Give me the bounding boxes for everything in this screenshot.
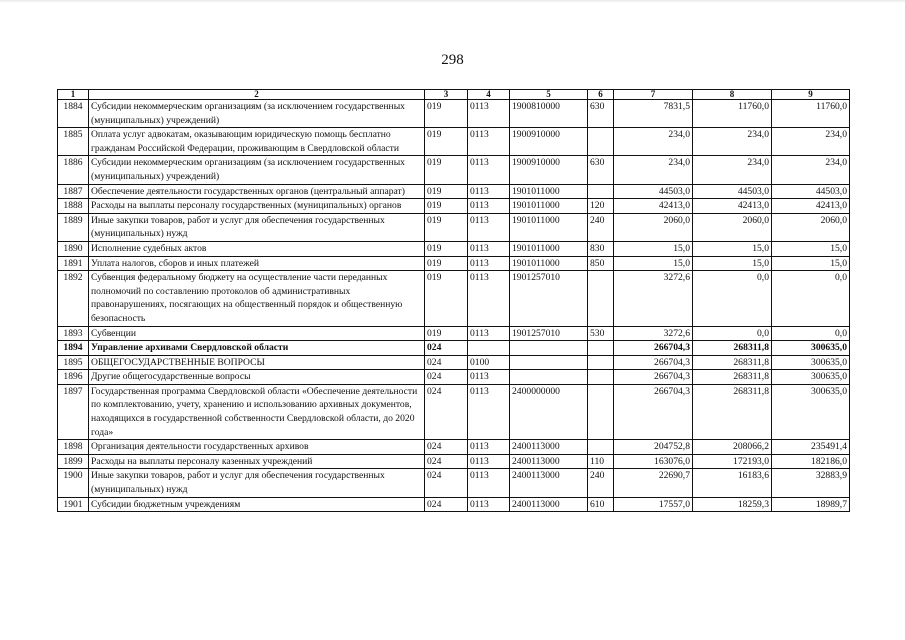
expense-type-code: [588, 355, 614, 370]
section-code: [468, 341, 510, 356]
expense-type-code: [588, 384, 614, 439]
amount-year-2: 18259,3: [693, 497, 772, 512]
expense-type-code: [588, 184, 614, 199]
table-row: [58, 497, 850, 512]
amount-year-2: 268311,8: [693, 341, 772, 356]
column-header: 7: [614, 90, 693, 100]
row-description: Расходы на выплаты персоналу казенных учреждений: [89, 454, 425, 469]
target-article-code: [510, 370, 588, 385]
amount-year-1: 3272,6: [614, 326, 693, 341]
column-header: 8: [693, 90, 772, 100]
column-number-row: [58, 90, 850, 100]
amount-year-1: 15,0: [614, 241, 693, 256]
ministry-code: 024: [425, 497, 468, 512]
row-description: Субвенции: [89, 326, 425, 341]
table-row: [58, 370, 850, 385]
ministry-code: 019: [425, 213, 468, 241]
row-description: Управление архивами Свердловской области: [89, 341, 425, 356]
expense-type-code: 630: [588, 100, 614, 128]
expense-type-code: 110: [588, 454, 614, 469]
row-description: Обеспечение деятельности государственных органов (центральный аппарат): [89, 184, 425, 199]
amount-year-2: 234,0: [693, 128, 772, 156]
ministry-code: 024: [425, 355, 468, 370]
row-description: Оплата услуг адвокатам, оказывающим юридическую помощь бесплатно гражданам Российской Федерации, проживающим в Свердловской области: [89, 128, 425, 156]
row-description: Уплата налогов, сборов и иных платежей: [89, 256, 425, 271]
table-row: [58, 355, 850, 370]
table-row: [58, 326, 850, 341]
table-row: [58, 256, 850, 271]
target-article-code: 1900910000: [510, 156, 588, 184]
ministry-code: 019: [425, 156, 468, 184]
section-code: 0113: [468, 156, 510, 184]
amount-year-3: 0,0: [772, 326, 850, 341]
amount-year-3: 11760,0: [772, 100, 850, 128]
amount-year-1: 15,0: [614, 256, 693, 271]
row-number: 1895: [58, 355, 89, 370]
ministry-code: 019: [425, 326, 468, 341]
amount-year-3: 2060,0: [772, 213, 850, 241]
amount-year-3: 300635,0: [772, 370, 850, 385]
table-row: [58, 199, 850, 214]
amount-year-1: 266704,3: [614, 384, 693, 439]
amount-year-1: 3272,6: [614, 271, 693, 326]
ministry-code: 019: [425, 184, 468, 199]
amount-year-3: 15,0: [772, 241, 850, 256]
amount-year-1: 163076,0: [614, 454, 693, 469]
amount-year-2: 0,0: [693, 326, 772, 341]
amount-year-3: 182186,0: [772, 454, 850, 469]
amount-year-2: 2060,0: [693, 213, 772, 241]
row-number: 1899: [58, 454, 89, 469]
section-code: 0113: [468, 454, 510, 469]
row-number: 1884: [58, 100, 89, 128]
column-header: 5: [510, 90, 588, 100]
row-description: Субвенция федеральному бюджету на осуществление части переданных полномочий по составлению протоколов об административных правонарушениях, посягающих на общественный порядок и общественную безопасность: [89, 271, 425, 326]
row-description: Организация деятельности государственных архивов: [89, 440, 425, 455]
row-number: 1900: [58, 469, 89, 497]
row-number: 1887: [58, 184, 89, 199]
ministry-code: 019: [425, 271, 468, 326]
section-code: 0113: [468, 199, 510, 214]
amount-year-3: 44503,0: [772, 184, 850, 199]
section-code: 0100: [468, 355, 510, 370]
section-code: 0113: [468, 326, 510, 341]
table-row: [58, 156, 850, 184]
amount-year-1: 266704,3: [614, 355, 693, 370]
expense-type-code: 240: [588, 213, 614, 241]
section-code: 0113: [468, 469, 510, 497]
scan-top-edge: [0, 0, 905, 3]
amount-year-2: 15,0: [693, 241, 772, 256]
row-number: 1888: [58, 199, 89, 214]
row-description: Расходы на выплаты персоналу государственных (муниципальных) органов: [89, 199, 425, 214]
expense-type-code: [588, 440, 614, 455]
target-article-code: [510, 355, 588, 370]
row-description: Иные закупки товаров, работ и услуг для обеспечения государственных (муниципальных) нужд: [89, 469, 425, 497]
section-code: 0113: [468, 271, 510, 326]
row-number: 1901: [58, 497, 89, 512]
ministry-code: 019: [425, 100, 468, 128]
expense-type-code: 240: [588, 469, 614, 497]
expense-type-code: [588, 271, 614, 326]
expense-type-code: 830: [588, 241, 614, 256]
section-code: 0113: [468, 497, 510, 512]
target-article-code: 1901011000: [510, 213, 588, 241]
budget-table: [57, 89, 850, 512]
table-row: [58, 454, 850, 469]
section-code: 0113: [468, 370, 510, 385]
amount-year-2: 234,0: [693, 156, 772, 184]
section-code: 0113: [468, 213, 510, 241]
section-code: 0113: [468, 440, 510, 455]
expense-type-code: 530: [588, 326, 614, 341]
amount-year-2: 172193,0: [693, 454, 772, 469]
amount-year-1: 266704,3: [614, 341, 693, 356]
amount-year-3: 15,0: [772, 256, 850, 271]
row-number: 1885: [58, 128, 89, 156]
target-article-code: 1901011000: [510, 184, 588, 199]
row-description: Иные закупки товаров, работ и услуг для обеспечения государственных (муниципальных) нужд: [89, 213, 425, 241]
target-article-code: 2400113000: [510, 497, 588, 512]
table-row: [58, 341, 850, 356]
table-row: [58, 469, 850, 497]
table-row: [58, 184, 850, 199]
column-header: 4: [468, 90, 510, 100]
ministry-code: 019: [425, 256, 468, 271]
target-article-code: [510, 341, 588, 356]
column-header: 3: [425, 90, 468, 100]
amount-year-3: 42413,0: [772, 199, 850, 214]
target-article-code: 1901257010: [510, 326, 588, 341]
amount-year-3: 235491,4: [772, 440, 850, 455]
expense-type-code: 610: [588, 497, 614, 512]
row-number: 1892: [58, 271, 89, 326]
amount-year-3: 234,0: [772, 128, 850, 156]
amount-year-1: 44503,0: [614, 184, 693, 199]
table-row: [58, 440, 850, 455]
amount-year-3: 300635,0: [772, 384, 850, 439]
amount-year-3: 300635,0: [772, 341, 850, 356]
amount-year-2: 268311,8: [693, 355, 772, 370]
amount-year-2: 268311,8: [693, 384, 772, 439]
section-code: 0113: [468, 384, 510, 439]
target-article-code: 2400113000: [510, 454, 588, 469]
target-article-code: 1901011000: [510, 241, 588, 256]
amount-year-2: 268311,8: [693, 370, 772, 385]
amount-year-2: 208066,2: [693, 440, 772, 455]
ministry-code: 024: [425, 454, 468, 469]
amount-year-3: 18989,7: [772, 497, 850, 512]
page-number: 298: [441, 52, 464, 68]
target-article-code: 2400113000: [510, 469, 588, 497]
section-code: 0113: [468, 184, 510, 199]
row-number: 1898: [58, 440, 89, 455]
row-number: 1893: [58, 326, 89, 341]
table-row: [58, 241, 850, 256]
amount-year-1: 234,0: [614, 156, 693, 184]
row-description: Исполнение судебных актов: [89, 241, 425, 256]
section-code: 0113: [468, 128, 510, 156]
amount-year-3: 234,0: [772, 156, 850, 184]
row-number: 1886: [58, 156, 89, 184]
row-number: 1890: [58, 241, 89, 256]
row-number: 1891: [58, 256, 89, 271]
target-article-code: 1901011000: [510, 256, 588, 271]
expense-type-code: [588, 370, 614, 385]
table-row: [58, 213, 850, 241]
column-header: 9: [772, 90, 850, 100]
table-row: [58, 384, 850, 439]
amount-year-1: 22690,7: [614, 469, 693, 497]
amount-year-3: 32883,9: [772, 469, 850, 497]
row-number: 1889: [58, 213, 89, 241]
amount-year-2: 0,0: [693, 271, 772, 326]
amount-year-1: 2060,0: [614, 213, 693, 241]
expense-type-code: [588, 128, 614, 156]
ministry-code: 024: [425, 469, 468, 497]
target-article-code: 1901011000: [510, 199, 588, 214]
ministry-code: 024: [425, 341, 468, 356]
amount-year-2: 16183,6: [693, 469, 772, 497]
expense-type-code: 120: [588, 199, 614, 214]
ministry-code: 024: [425, 370, 468, 385]
amount-year-1: 234,0: [614, 128, 693, 156]
row-number: 1897: [58, 384, 89, 439]
amount-year-1: 266704,3: [614, 370, 693, 385]
amount-year-1: 17557,0: [614, 497, 693, 512]
column-header: 2: [89, 90, 425, 100]
ministry-code: 024: [425, 440, 468, 455]
expense-type-code: 850: [588, 256, 614, 271]
amount-year-2: 15,0: [693, 256, 772, 271]
target-article-code: 2400000000: [510, 384, 588, 439]
amount-year-1: 7831,5: [614, 100, 693, 128]
amount-year-3: 300635,0: [772, 355, 850, 370]
ministry-code: 019: [425, 128, 468, 156]
row-description: Другие общегосударственные вопросы: [89, 370, 425, 385]
expense-type-code: [588, 341, 614, 356]
ministry-code: 024: [425, 384, 468, 439]
row-description: Субсидии некоммерческим организациям (за исключением государственных (муниципальных) учреждений): [89, 156, 425, 184]
row-number: 1896: [58, 370, 89, 385]
amount-year-1: 42413,0: [614, 199, 693, 214]
table-row: [58, 128, 850, 156]
table-body: [58, 100, 850, 512]
section-code: 0113: [468, 256, 510, 271]
row-description: ОБЩЕГОСУДАРСТВЕННЫЕ ВОПРОСЫ: [89, 355, 425, 370]
amount-year-2: 11760,0: [693, 100, 772, 128]
amount-year-3: 0,0: [772, 271, 850, 326]
amount-year-2: 42413,0: [693, 199, 772, 214]
expense-type-code: 630: [588, 156, 614, 184]
table-row: [58, 271, 850, 326]
column-header: 6: [588, 90, 614, 100]
target-article-code: 1900910000: [510, 128, 588, 156]
ministry-code: 019: [425, 199, 468, 214]
row-description: Государственная программа Свердловской области «Обеспечение деятельности по комплектованию, учету, хранению и использованию архивных документов, находящихся в государственной собственности Свердловской области, до 2020 года»: [89, 384, 425, 439]
ministry-code: 019: [425, 241, 468, 256]
column-header: 1: [58, 90, 89, 100]
amount-year-1: 204752,8: [614, 440, 693, 455]
row-description: Субсидии бюджетным учреждениям: [89, 497, 425, 512]
amount-year-2: 44503,0: [693, 184, 772, 199]
section-code: 0113: [468, 241, 510, 256]
target-article-code: 1901257010: [510, 271, 588, 326]
target-article-code: 2400113000: [510, 440, 588, 455]
table-row: [58, 100, 850, 128]
section-code: 0113: [468, 100, 510, 128]
row-description: Субсидии некоммерческим организациям (за исключением государственных (муниципальных) учреждений): [89, 100, 425, 128]
target-article-code: 1900810000: [510, 100, 588, 128]
row-number: 1894: [58, 341, 89, 356]
